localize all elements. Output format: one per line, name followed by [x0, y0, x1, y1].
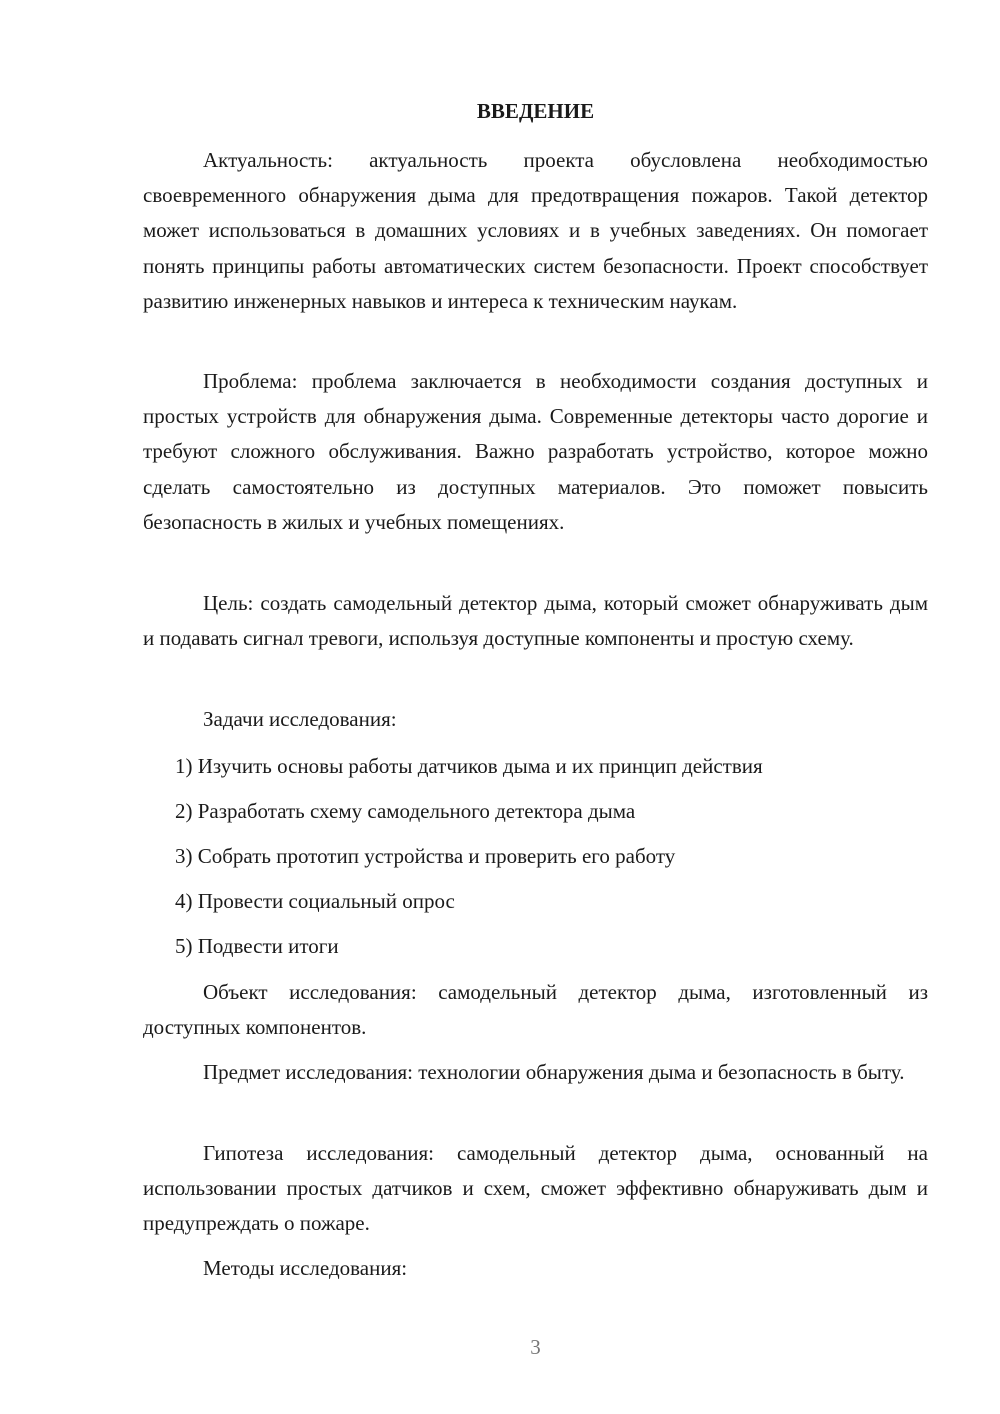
- relevance-paragraph: Актуальность: актуальность проекта обусловлена необходимостью своевременного обнаружения дыма для предотвращения пожаров. Такой детектор может использоваться в домашних условиях и в учебных заведениях. Он помогает понять принципы работы автоматических систем безопасности. Проект способствует развитию инженерных навыков и интереса к техническим наукам.: [143, 148, 928, 313]
- document-page: [143, 0, 928, 1414]
- task-item-5: 5) Подвести итоги: [175, 934, 339, 958]
- task-item-4: 4) Провести социальный опрос: [175, 889, 455, 913]
- subject-paragraph: Предмет исследования: технологии обнаружения дыма и безопасность в быту.: [203, 1060, 905, 1084]
- page-number: 3: [530, 1335, 541, 1359]
- task-item-2: 2) Разработать схему самодельного детектора дыма: [175, 799, 636, 823]
- tasks-heading: Задачи исследования:: [203, 707, 397, 731]
- methods-heading: Методы исследования:: [203, 1256, 408, 1280]
- object-paragraph: Объект исследования: самодельный детектор дыма, изготовленный из доступных компонентов.: [143, 980, 928, 1040]
- task-item-3: 3) Собрать прототип устройства и проверить его работу: [175, 844, 676, 868]
- task-item-1: 1) Изучить основы работы датчиков дыма и их принцип действия: [175, 754, 763, 778]
- hypothesis-paragraph: Гипотеза исследования: самодельный детектор дыма, основанный на использовании простых датчиков и схем, сможет эффективно обнаруживать дым и предупреждать о пожаре.: [143, 1141, 928, 1236]
- page-title: ВВЕДЕНИЕ: [476, 99, 595, 123]
- problem-paragraph: Проблема: проблема заключается в необходимости создания доступных и простых устройств для обнаружения дыма. Современные детекторы часто дорогие и требуют сложного обслуживания. Важно разработать устройство, которое можно сделать самостоятельно из доступных материалов. Это поможет повысить безопасность в жилых и учебных помещениях.: [143, 369, 928, 534]
- goal-paragraph: Цель: создать самодельный детектор дыма, который сможет обнаруживать дым и подавать сигнал тревоги, используя доступные компоненты и простую схему.: [143, 591, 928, 651]
